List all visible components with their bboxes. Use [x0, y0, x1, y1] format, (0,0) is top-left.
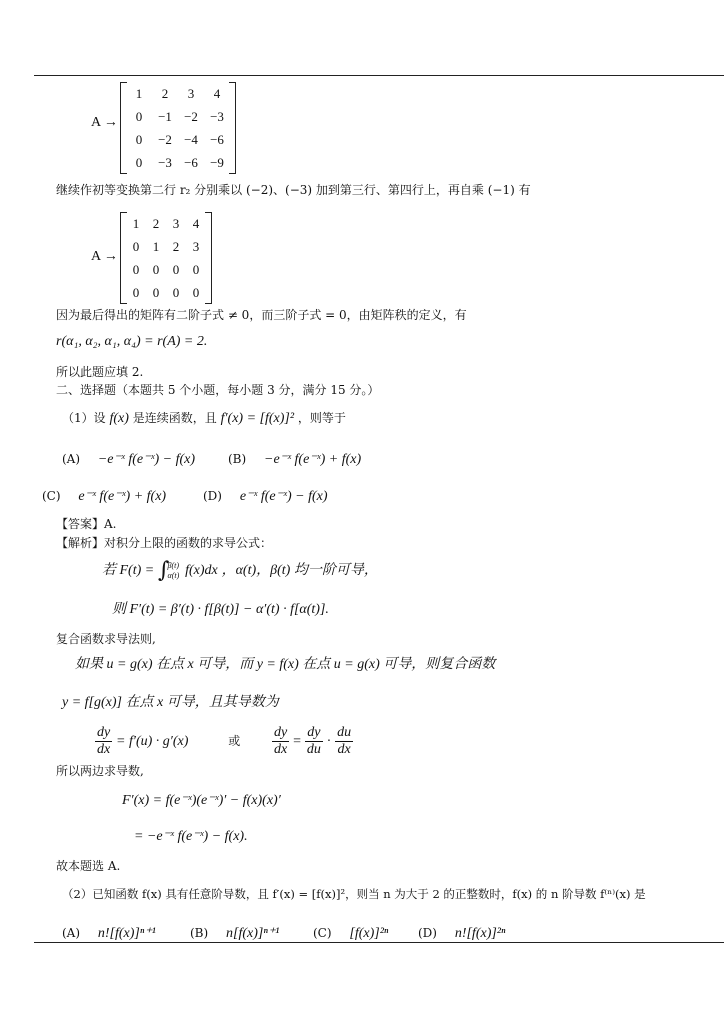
q2-stem: （2）已知函数 f(x) 具有任意阶导数，且 f′(x) = [f(x)]²，则当 n 为大于 2 的正整数时，f(x) 的 n 阶导数 f⁽ⁿ⁾(x) 是: [62, 887, 646, 901]
matrix-2: [120, 212, 212, 304]
q1-option-c[interactable]: [42, 488, 166, 505]
deriv1: F′(x) = f(e⁻ˣ)(e⁻ˣ)′ − f(x)(x)′: [122, 793, 281, 808]
integral-sign: ∫: [158, 557, 170, 583]
formula-if-prefix: 若 F(t) =: [102, 563, 155, 578]
q2-option-d-text: n![f(x)]²ⁿ: [454, 926, 506, 941]
step-text: 继续作初等变换第二行 r₂ 分别乘以 (−2)、(−3) 加到第三行、第四行上，再自乘 (−1) 有: [56, 183, 531, 197]
q1-option-c-label: (C): [42, 489, 61, 503]
q1-option-b-text: −e⁻ˣ f(e⁻ˣ) + f(x): [264, 452, 362, 467]
matrix-cell: −2: [158, 131, 172, 147]
q2-option-b-text: n[f(x)]ⁿ⁺¹: [226, 926, 280, 941]
matrix-cell: 1: [152, 238, 160, 254]
matrix-cell: 0: [132, 261, 140, 277]
q1-option-a-label: (A): [62, 452, 81, 466]
matrix-cell: −2: [184, 108, 198, 124]
matrix-cell: 2: [152, 215, 160, 231]
matrix-cell: −3: [210, 108, 224, 124]
frac-du-dx: $\frac{du}{dx}$: [337, 725, 352, 757]
reason-text: 因为最后得出的矩阵有二阶子式 ≠ 0，而三阶子式 = 0，由矩阵秩的定义，有: [56, 308, 467, 322]
matrix-cell: 2: [172, 238, 180, 254]
matrix-cell: 4: [213, 85, 221, 101]
matrix-cell: 0: [152, 284, 160, 300]
q2-option-d[interactable]: [418, 925, 505, 942]
q1-fx: f(x): [109, 411, 129, 426]
matrix-cell: 0: [192, 261, 200, 277]
integral-formula: [102, 558, 378, 583]
matrix-cell: −6: [184, 154, 198, 170]
matrix1-label: A →: [91, 115, 118, 130]
q1-stem-mid: 是连续函数，且: [132, 411, 217, 425]
bottom-rule: [34, 942, 724, 943]
dot-sign: ·: [326, 734, 332, 749]
chain-rule-title: 复合函数求导法则,: [56, 632, 156, 646]
q1-option-a[interactable]: [62, 451, 195, 468]
matrix-row: [126, 82, 230, 105]
q2-option-a-text: n![f(x)]ⁿ⁺¹: [97, 926, 156, 941]
chain-rule-line: 如果 u = g(x) 在点 x 可导，而 y = f(x) 在点 u = g(x) 可导，则复合函数: [75, 657, 496, 672]
section-title: 二、选择题（本题共 5 个小题，每小题 3 分，满分 15 分。）: [56, 383, 380, 397]
analysis-line: 【解析】对积分上限的函数的求导公式：: [56, 536, 273, 550]
matrix2-label: A →: [91, 249, 118, 264]
integral-lower: α(t): [167, 570, 180, 580]
q2-option-c-label: (C): [313, 926, 332, 940]
matrix-cell: 0: [132, 238, 140, 254]
matrix-cell: −4: [184, 131, 198, 147]
q1-option-b-label: (B): [228, 452, 247, 466]
formula-then: 则 F′(t) = β′(t) · f[β(t)] − α′(t) · f[α(t)].: [112, 602, 329, 617]
matrix-cell: 0: [172, 284, 180, 300]
q1-stem-suffix: ，则等于: [297, 411, 346, 425]
q2-option-c[interactable]: [313, 925, 388, 942]
matrix-cell: 1: [132, 215, 140, 231]
matrix-cell: 0: [135, 108, 143, 124]
q2-option-a-label: (A): [62, 926, 81, 940]
matrix-cell: −6: [210, 131, 224, 147]
matrix-cell: 0: [152, 261, 160, 277]
chain-rule-line2: y = f[g(x)] 在点 x 可导，且其导数为: [62, 695, 279, 710]
matrix-cell: 0: [135, 154, 143, 170]
q1-option-a-text: −e⁻ˣ f(e⁻ˣ) − f(x): [97, 452, 196, 467]
q1-option-b[interactable]: [228, 451, 361, 468]
q1-stem-prefix: （1）设: [62, 411, 106, 425]
matrix-cell: −9: [210, 154, 224, 170]
q2-option-d-label: (D): [418, 926, 437, 940]
q2-option-a[interactable]: [62, 925, 156, 942]
q1-option-c-text: e⁻ˣ f(e⁻ˣ) + f(x): [78, 489, 167, 504]
both-sides: 所以两边求导数,: [56, 764, 144, 778]
matrix-1: [120, 82, 236, 174]
matrix-cell: 3: [187, 85, 195, 101]
frac-dy-du: $\frac{dy}{du}$: [306, 725, 321, 757]
q1-option-d[interactable]: [203, 488, 328, 505]
matrix-row: [126, 281, 206, 304]
matrix-cell: 3: [192, 238, 200, 254]
matrix-row: [126, 128, 230, 151]
matrix-cell: 0: [172, 261, 180, 277]
matrix-cell: 0: [135, 131, 143, 147]
formula-if-suffix: ，α(t)，β(t) 均一阶可导，: [221, 563, 378, 578]
q1-option-d-text: e⁻ˣ f(e⁻ˣ) − f(x): [239, 489, 328, 504]
q2-option-b-label: (B): [190, 926, 209, 940]
chain-rule-fractions: [95, 724, 353, 759]
deriv2: = −e⁻ˣ f(e⁻ˣ) − f(x).: [134, 829, 248, 844]
frac-dy-dx-2: $\frac{dy}{dx}$: [274, 725, 288, 757]
integral-upper: β(t): [167, 560, 180, 570]
choose-line: 故本题选 A.: [56, 859, 121, 873]
equals-sign: =: [293, 734, 301, 749]
fill-answer: 所以此题应填 2.: [56, 365, 144, 379]
frac-dy-dx-1: $\frac{dy}{dx}$: [97, 725, 111, 757]
chain-expr1: = f′(u) · g′(x): [116, 734, 189, 749]
matrix-cell: 3: [172, 215, 180, 231]
matrix-row: [126, 235, 206, 258]
q1-stem: [62, 410, 346, 427]
matrix-row: [126, 151, 230, 174]
matrix-cell: 2: [161, 85, 169, 101]
matrix-row: [126, 105, 230, 128]
q2-option-c-text: [f(x)]²ⁿ: [349, 926, 389, 941]
matrix-row: [126, 258, 206, 281]
q2-option-b[interactable]: [190, 925, 279, 942]
matrix-cell: 4: [192, 215, 200, 231]
q1-condition: f′(x) = [f(x)]²: [220, 411, 295, 426]
top-rule: [34, 75, 724, 76]
matrix-cell: −3: [158, 154, 172, 170]
matrix-cell: −1: [158, 108, 172, 124]
answer-line: 【答案】A.: [56, 517, 117, 531]
q1-option-d-label: (D): [203, 489, 222, 503]
formula-if-integrand: f(x)dx: [185, 563, 218, 578]
matrix-cell: 0: [192, 284, 200, 300]
rank-formula: r(α₁, α₂, α₁, α₄) = r(A) = 2.: [56, 334, 208, 349]
matrix-cell: 0: [132, 284, 140, 300]
matrix-cell: 1: [135, 85, 143, 101]
matrix-row: [126, 212, 206, 235]
or-word: 或: [228, 734, 241, 748]
